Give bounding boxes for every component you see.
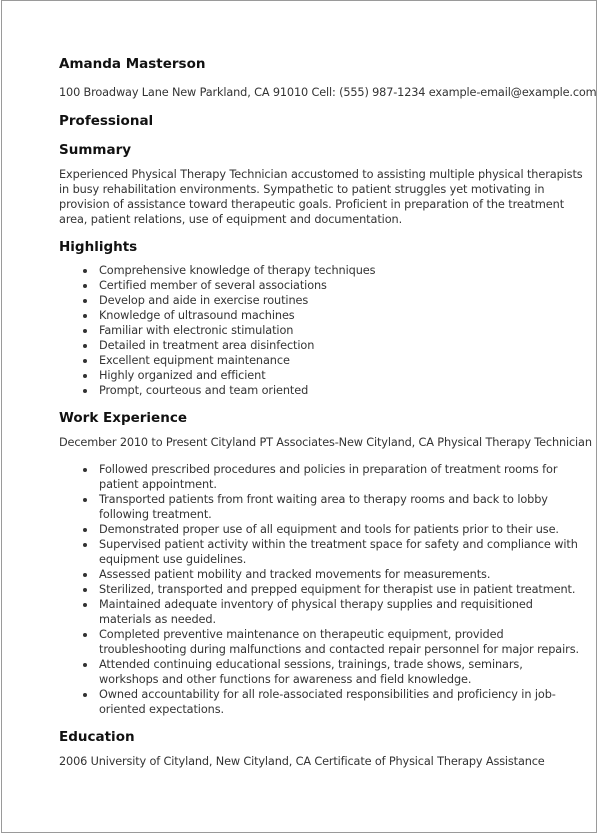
list-item: Maintained adequate inventory of physical therapy supplies and requisitioned materials as needed. xyxy=(99,597,584,627)
list-item: Supervised patient activity within the treatment space for safety and compliance with equipment use guidelines. xyxy=(99,537,584,567)
list-item: Prompt, courteous and team oriented xyxy=(99,383,584,398)
list-item: Highly organized and efficient xyxy=(99,368,584,383)
contact-info: 100 Broadway Lane New Parkland, CA 91010 Cell: (555) 987-1234 example-email@example.com xyxy=(59,86,597,99)
candidate-name: Amanda Masterson xyxy=(59,56,206,72)
education-entry: 2006 University of Cityland, New Cityland, CA Certificate of Physical Therapy Assistance xyxy=(59,755,545,768)
resume-page xyxy=(1,0,597,833)
summary-heading: Summary xyxy=(59,142,132,158)
work-experience-heading: Work Experience xyxy=(59,410,187,426)
list-item: Assessed patient mobility and tracked movements for measurements. xyxy=(99,567,584,582)
list-item: Excellent equipment maintenance xyxy=(99,353,584,368)
list-item: Sterilized, transported and prepped equipment for therapist use in patient treatment. xyxy=(99,582,584,597)
list-item: Completed preventive maintenance on therapeutic equipment, provided troubleshooting during malfunctions and contacted repair personnel for major repairs. xyxy=(99,627,584,657)
highlights-heading: Highlights xyxy=(59,239,138,255)
list-item: Owned accountability for all role-associated responsibilities and proficiency in job-oriented expectations. xyxy=(99,687,584,717)
list-item: Followed prescribed procedures and policies in preparation of treatment rooms for patient appointment. xyxy=(99,462,584,492)
job-title-line: December 2010 to Present Cityland PT Associates-New Cityland, CA Physical Therapy Technician xyxy=(59,436,592,449)
list-item: Attended continuing educational sessions, trainings, trade shows, seminars, workshops and other functions for awareness and field knowledge. xyxy=(99,657,584,687)
list-item: Certified member of several associations xyxy=(99,278,584,293)
list-item: Detailed in treatment area disinfection xyxy=(99,338,584,353)
list-item: Knowledge of ultrasound machines xyxy=(99,308,584,323)
list-item: Develop and aide in exercise routines xyxy=(99,293,584,308)
summary-text: Experienced Physical Therapy Technician accustomed to assisting multiple physical therapists in busy rehabilitation environments. Sympathetic to patient struggles yet motivating in provision of assistance toward therapeutic goals. Proficient in preparation of the treatment area, patient relations, use of equipment and documentation. xyxy=(59,168,583,226)
list-item: Familiar with electronic stimulation xyxy=(99,323,584,338)
highlights-list xyxy=(59,263,584,398)
list-item: Comprehensive knowledge of therapy techniques xyxy=(99,263,584,278)
list-item: Transported patients from front waiting area to therapy rooms and back to lobby following treatment. xyxy=(99,492,584,522)
resume-content xyxy=(59,53,597,770)
education-heading: Education xyxy=(59,729,135,745)
list-item: Demonstrated proper use of all equipment and tools for patients prior to their use. xyxy=(99,522,584,537)
job-duties-list xyxy=(59,462,584,717)
professional-heading: Professional xyxy=(59,113,154,129)
